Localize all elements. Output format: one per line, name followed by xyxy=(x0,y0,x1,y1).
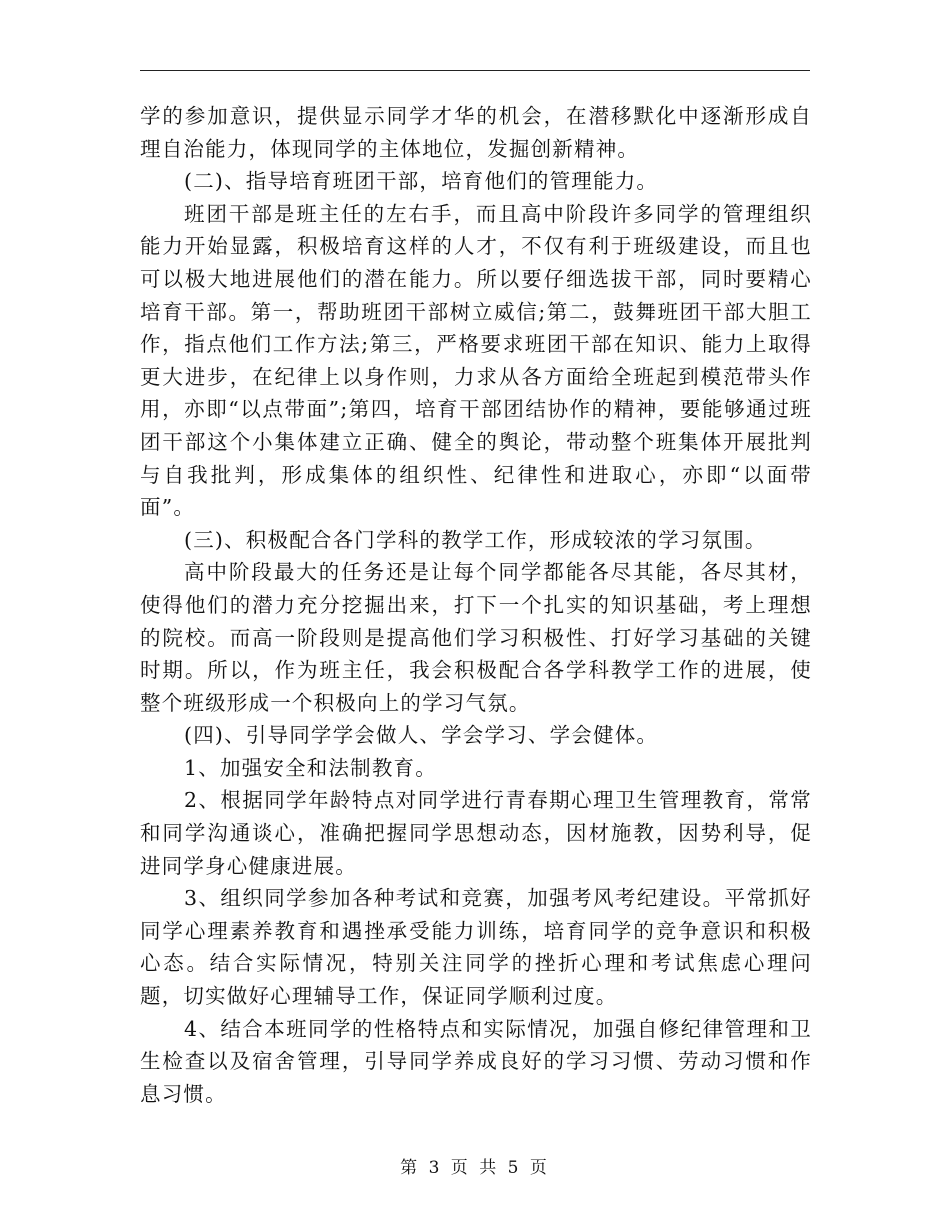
paragraph-learning-atmosphere: 高中阶段最大的任务还是让每个同学都能各尽其能，各尽其材，使得他们的潜力充分挖掘出来，打下一个扎实的知识基础，考上理想的院校。而高一阶段则是提高他们学习积极性、打好学习基础的关键时期。所以，作为班主任，我会积极配合各学科教学工作的进展，使整个班级形成一个积极向上的学习气氛。 xyxy=(140,560,812,715)
header-rule xyxy=(140,70,810,71)
list-item-1: 1、加强安全和法制教育。 xyxy=(184,755,437,780)
paragraph-1: 学的参加意识，提供显示同学才华的机会，在潜移默化中逐渐形成自理自治能力，体现同学的主体地位，发掘创新精神。 xyxy=(140,104,812,161)
document-body xyxy=(140,100,812,1110)
paragraph-class-cadres: 班团干部是班主任的左右手，而且高中阶段许多同学的管理组织能力开始显露，积极培育这样的人才，不仅有利于班级建设，而且也可以极大地进展他们的潜在能力。所以要仔细选拔干部，同时要精心培育干部。第一，帮助班团干部树立威信;第二，鼓舞班团干部大胆工作，指点他们工作方法;第三，严格要求班团干部在知识、能力上取得更大进步，在纪律上以身作则，力求从各方面给全班起到模范带头作用，亦即“以点带面”;第四，培育干部团结协作的精神，要能够通过班团干部这个小集体建立正确、健全的舆论，带动整个班集体开展批判与自我批判，形成集体的组织性、纪律性和进取心，亦即“以面带面”。 xyxy=(140,201,812,520)
list-item-2: 2、根据同学年龄特点对同学进行青春期心理卫生管理教育，常常和同学沟通谈心，准确把握同学思想动态，因材施教，因势利导，促进同学身心健康进展。 xyxy=(140,788,812,878)
page-number-footer: 第 3 页 共 5 页 xyxy=(400,1158,550,1178)
section-heading-4: (四)、引导同学学会做人、学会学习、学会健体。 xyxy=(184,723,659,748)
section-heading-3: (三)、积极配合各门学科的教学工作，形成较浓的学习氛围。 xyxy=(184,527,767,552)
list-item-4: 4、结合本班同学的性格特点和实际情况，加强自修纪律管理和卫生检查以及宿舍管理，引导同学养成良好的学习习惯、劳动习惯和作息习惯。 xyxy=(140,1016,812,1106)
section-heading-2: (二)、指导培育班团干部，培育他们的管理能力。 xyxy=(184,169,659,194)
list-item-3: 3、组织同学参加各种考试和竞赛，加强考风考纪建设。平常抓好同学心理素养教育和遇挫承受能力训练，培育同学的竞争意识和积极心态。结合实际情况，特别关注同学的挫折心理和考试焦虑心理问题，切实做好心理辅导工作，保证同学顺利过度。 xyxy=(140,886,812,1009)
